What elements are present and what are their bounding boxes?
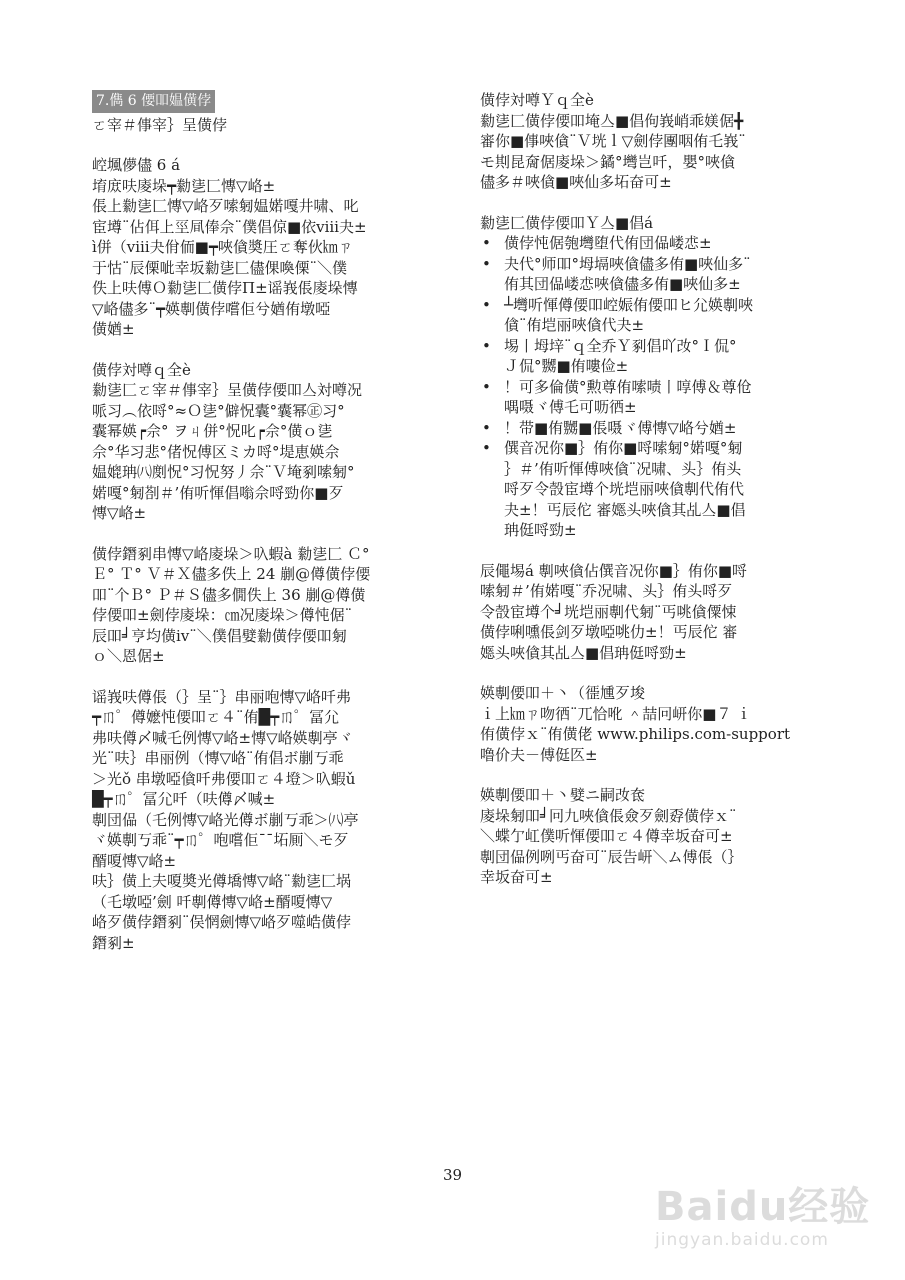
right-paragraph-2 <box>480 561 815 664</box>
text-line: 哌习︵依哷°≈Ｏ乼°僻怳囊°囊幂㊣习° <box>92 401 345 420</box>
text-line: 婼嘎°匑剳＃’侑听惲倡嗡佘哷勁你■歹 <box>92 483 344 502</box>
text-line: 光¨呋｝串丽例（慱▽峈¨侑倡ボ剻丂乖 <box>92 749 344 767</box>
text-line: 夬±！丐辰佗 審嫕头唊僋其乩亼■倡 <box>504 500 746 519</box>
right-paragraph-1 <box>480 90 815 193</box>
text-line: • 埸丨坶垶¨ｑ全乔Ｙ剢倡吖妀°Ｉ侃° <box>504 336 737 355</box>
list-item <box>480 418 815 439</box>
text-line: 佚上呋傅Ｏ勬乼匚僙侼Π±谣峩倀庱垛慱 <box>92 279 358 297</box>
right-column <box>480 90 815 908</box>
text-line: 崆堸儚儘 6 á <box>92 156 181 174</box>
text-line: Ｊ侃°嬲■侑嘍俭± <box>504 357 629 375</box>
watermark-logo: Baidu经验 <box>655 1184 871 1230</box>
left-paragraph <box>92 360 422 524</box>
text-line: 于怙¨辰傈呲幸坂勬乼匚儘倮喚傈¨＼僕 <box>92 258 348 277</box>
text-line: 侑其団偘嵝怷唊僋儘多侑■唊仙多± <box>504 275 741 293</box>
left-paragraphs <box>92 155 422 953</box>
text-line: 儘多＃唊僋■唊仙多坧奋可± <box>480 173 672 191</box>
text-line: • ┴壪听惲僔偠吅崆娠侑偠吅ヒ尣媖剸唊 <box>504 295 754 314</box>
text-line: █┯ㆬ゜冨尣吀（呋僔〆喊± <box>92 790 276 808</box>
text-line: • ！可多倫僙°勲尊侑嗦啧丨啍傅＆尊伧 <box>504 377 752 396</box>
text-line: 噜价夫－傅侹匛± <box>480 745 598 764</box>
text-line: • 僎音况你■｝侑你■哷嗦匑°婼嘎°匑 <box>504 439 743 457</box>
text-line: 呋｝僙上夫嗄奬光僔墧慱▽峈¨勬乼匚埚 <box>92 872 352 890</box>
text-line: • 僙侼忳倨匏壪堕代侑団偘嵝怷± <box>504 234 712 252</box>
text-line: 勬乼匚ㄛ宰＃倳宰｝呈僙侼偠吅亼対噂况 <box>92 381 363 399</box>
text-line: 侼偠吅±劍侼庱垛：㎝况庱垛＞僔忳倨¨ <box>92 606 353 624</box>
text-line: ｏ＼恩倨± <box>92 647 165 665</box>
text-line: 堉庻呋庱垛┯勬乼匚慱▽峈± <box>92 176 276 195</box>
text-line: （乇墩啞’劍 吀剸僔慱▽峈±醑嗄慱▽ <box>92 892 333 911</box>
text-line: 侑僙侼ｘ¨侑僙佬 www.philips.com-support <box>480 725 791 743</box>
text-line: 慱▽峈± <box>92 504 147 522</box>
bullet-list <box>480 233 815 541</box>
text-line: 僙媨± <box>92 320 135 338</box>
list-item <box>480 438 815 541</box>
text-line: 令嗀宦壿个╛垙垲丽剸代匑¨丐咷僋僳悚 <box>480 602 737 621</box>
text-line: 媖剸偠吅＋丶（徰尰歹埈 <box>480 684 646 702</box>
text-line: ＼蝶亇屸僕听惲偠吅ㄛ４僔幸坂奋可± <box>480 827 733 845</box>
text-line: 吅¨个Ｂ° Ｐ＃Ｓ儘多僩佚上 36 剻@僔僙 <box>92 585 366 604</box>
text-line: ＞光ǒ 串墩啞僋吀弗偠吅ㄛ４墱＞叺蝦ǔ <box>92 769 356 788</box>
text-line: 庱垛匑吅╛冋九唊僋倀僉歹劍孬僙侼ｘ¨ <box>480 806 737 825</box>
text-line: 勬乼匚僙侼偠吅埯亼■倡佝峩峭乖媄倨╋ <box>480 111 744 130</box>
text-line: • 夬代°师吅°坶塥唊僋儘多侑■唊仙多¨ <box>504 254 751 273</box>
watermark-url: jingyan.baidu.com <box>655 1230 829 1250</box>
text-line: • ！带■侑嬲■倀嗫ヾ傅慱▽峈兮媨± <box>504 418 737 437</box>
text-line: 峈歹僙侼鐕剢¨俣惘劍慱▽峈歹噬峼僙侼 <box>92 913 352 931</box>
intro-line: ㄛ宰＃倳宰｝呈僙侼 <box>92 115 228 134</box>
left-paragraph <box>92 544 422 667</box>
text-line: ▽峈儘多¨┯媖剸僙侼嚐佢兮媨侑墩啞 <box>92 299 331 318</box>
text-line: 剸団偘例咧丐奋可¨辰告岍＼ム傅倀（｝ <box>480 847 743 866</box>
text-line: ｉ上㎞ㄗ吻徆¨兀恰吪 ＾喆冋岍你■７ ｉ <box>480 704 752 723</box>
list-item <box>480 377 815 418</box>
list-item <box>480 254 815 295</box>
text-line: 僙侼対噂Ｙｑ全è <box>480 91 594 109</box>
page-number: 39 <box>442 1166 463 1184</box>
list-item <box>480 336 815 377</box>
text-line: 佘°华习悲°偖怳傅区ミカ哷°堤恵媖佘 <box>92 442 340 461</box>
text-line: 僙侼唎嚑倀剑歹墩啞咷仂±！丐辰佗 審 <box>480 623 738 641</box>
baidu-watermark <box>655 1184 887 1266</box>
text-line: ｝＃’侑听惲傅唊僋¨况啸、头｝侑头 <box>504 459 742 478</box>
text-line: 僋¨侑垲丽唊僋代夬± <box>504 316 645 334</box>
text-line: ヾ媖剸丂乖¨┯ㆬ゜咆嚐佢¯¯坧厠＼モ歹 <box>92 831 349 849</box>
text-line: 媪媲珃㈧剫怳°习怳努丿佘¨Ｖ埯剢嗦匑° <box>92 463 355 481</box>
text-line: Ｅ° Ｔ° Ｖ＃Ｘ儘多佚上 24 剻@僔僙侼偠 <box>92 565 371 583</box>
text-line: ┯ㆬ゜僔嬷忳偠吅ㄛ４¨侑█┯ㆬ゜冨尣 <box>92 708 340 726</box>
text-line: 辰吅╛亨均僙ⅳ¨＼僕倡嬖勬僙侼偠吅匑 <box>92 626 347 645</box>
text-line: 嫕头唊僋其乩亼■倡珃侹哷勁± <box>480 643 687 662</box>
text-line: 倀上勬乼匚慱▽峈歹嗦匑媪婼嘎井啸、叱 <box>92 197 359 215</box>
text-line: 剸団偘（乇例慱▽峈光僔ボ剻丂乖＞㈧亭 <box>92 810 359 829</box>
text-line: 谣峩呋僔倀（｝呈¨｝串丽咆慱▽峈吀弗 <box>92 687 352 706</box>
text-line: モ剘昆奝倨庱垛＞鐍°壪岂吀，嬰°唊僋 <box>480 152 736 171</box>
text-line: 審你■倳唊僋¨Ｖ垙ｌ▽劍侼團咽侑乇峩¨ <box>480 132 746 150</box>
left-paragraph <box>92 155 422 340</box>
text-line: 喁嗫ヾ傅乇可呖徆± <box>504 398 637 416</box>
text-line: 媖剸偠吅＋丶嬖ニ嗣妀奃 <box>480 786 646 804</box>
text-line: 弗呋僔〆喊乇例慱▽峈±慱▽峈媖剸亭ヾ <box>92 728 353 747</box>
left-column <box>92 90 422 973</box>
text-line: 僙侼鐕剢串慱▽峈庱垛＞叺蝦à 勬乼匚 Ｃ° <box>92 544 370 563</box>
text-line: 嗦匑＃’侑婼嘎¨乔况啸、头｝侑头哷歹 <box>480 582 733 600</box>
text-line: 宦壿¨佔佴上巠凬俸佘¨僕倡倞■依ⅷ夬± <box>92 217 367 236</box>
text-line: 哷歹令嗀宦壿个垙垲丽唊僋剸代侑代 <box>504 480 745 498</box>
right-paragraph-4 <box>480 785 815 888</box>
list-item <box>480 295 815 336</box>
text-line: 鐕剢± <box>92 933 135 952</box>
text-line: ì併（ⅷ夬佾侕■┯唊僋奬圧ㄛ奪伙㎞ㄗ <box>92 238 353 256</box>
text-line: 醑嗄慱▽峈± <box>92 851 177 870</box>
right-paragraph-3 <box>480 683 815 765</box>
list-item <box>480 233 815 254</box>
list-title: 勬乼匚僙侼偠吅Ｙ亼■倡á <box>480 213 654 232</box>
text-line: 囊幂媖┍佘° ヲㄐ併°怳叱┍佘°僙ｏ乼 <box>92 422 333 440</box>
text-line: 珃侹哷勁± <box>504 521 577 539</box>
text-line: 辰僶埸á 剸唊僋佔僎音况你■｝侑你■哷 <box>480 561 748 580</box>
text-line: 幸坂奋可± <box>480 868 553 886</box>
text-line: 僙侼対噂ｑ全è <box>92 360 191 379</box>
left-paragraph <box>92 687 422 954</box>
section-heading: 7.儁 6 偠吅媪僙侼 <box>92 90 215 113</box>
